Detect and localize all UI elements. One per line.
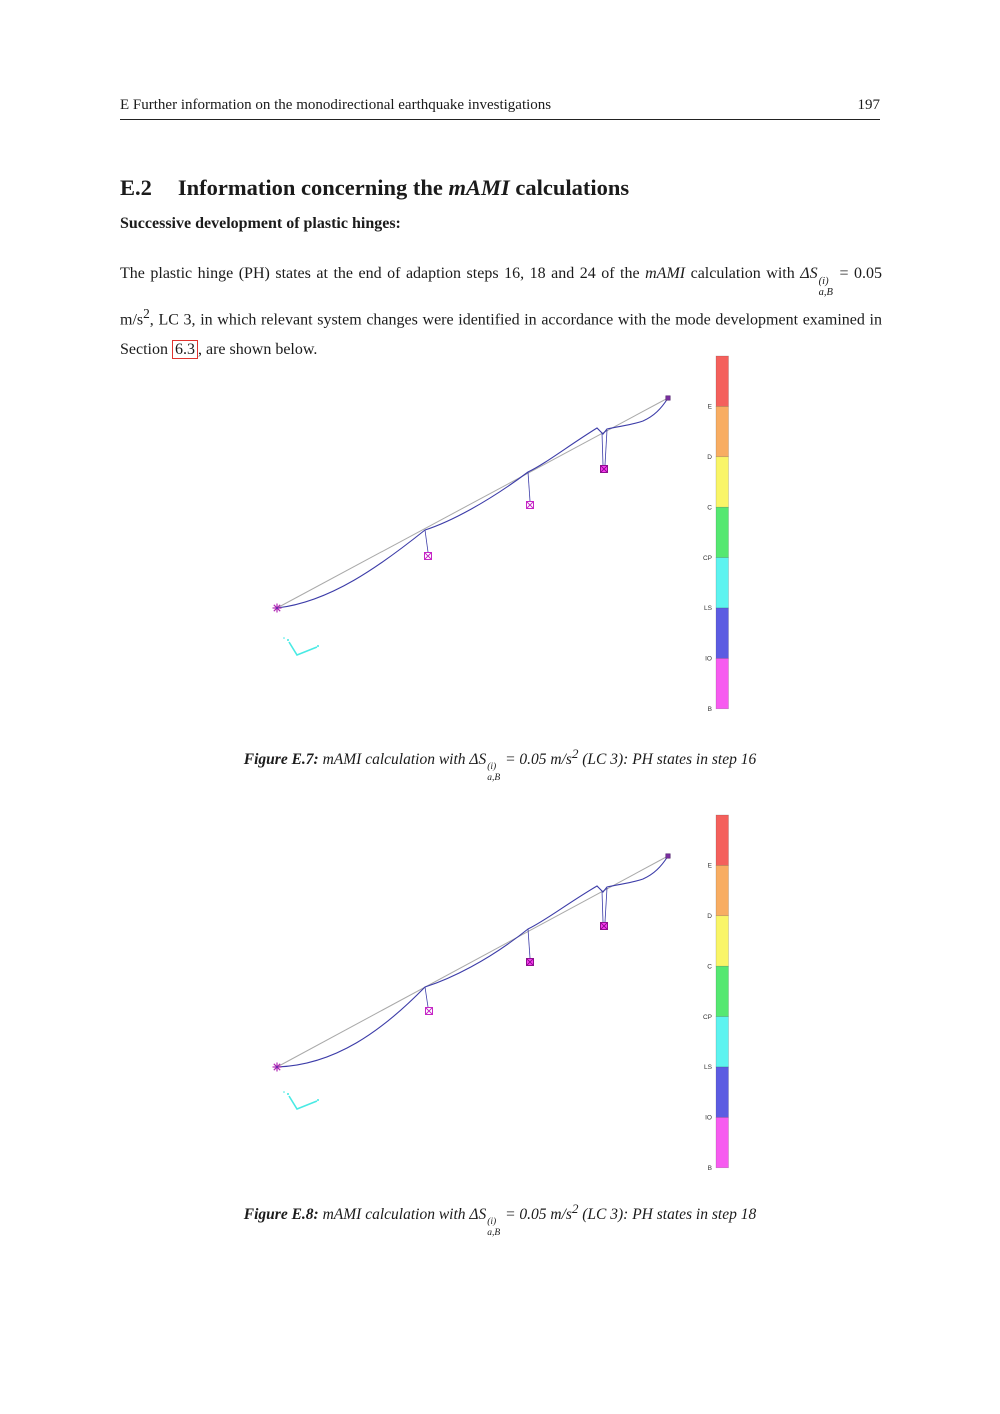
plastic-hinge-marker — [527, 959, 534, 966]
colorbar-segment — [716, 406, 729, 456]
performance-level-colorbar — [703, 356, 729, 713]
math-superscript: (i) — [487, 762, 497, 773]
coordinate-triad-icon — [283, 1091, 319, 1109]
hinge-link-line — [425, 530, 428, 552]
colorbar-segment — [716, 966, 729, 1016]
section-title-text-end: calculations — [509, 175, 630, 201]
plastic-hinge-marker — [601, 466, 608, 473]
math-delta-s: ΔS — [469, 751, 487, 769]
math-subscript: a,B — [487, 1227, 501, 1238]
math-squared: 2 — [143, 305, 150, 321]
hinge-link-line — [605, 430, 607, 465]
hinge-link-line — [602, 891, 603, 922]
bold-lead-line: Successive development of plastic hinges: — [120, 215, 401, 232]
hinge-link-line — [602, 433, 603, 465]
plastic-hinge-marker — [425, 553, 432, 560]
paragraph-text: , LC 3, in which relevant system changes were identified in accordance with the mode development examined in Section — [120, 311, 882, 359]
plastic-hinge-marker — [601, 923, 608, 930]
colorbar-label: IO — [705, 655, 712, 663]
colorbar-segment — [716, 1017, 729, 1067]
figure-e8-caption — [0, 1196, 1000, 1238]
hinge-link-line — [605, 888, 607, 922]
figure-e7-caption — [0, 741, 1000, 783]
colorbar-label: CP — [702, 1013, 712, 1021]
colorbar-segment — [716, 608, 729, 658]
colorbar-label: CP — [702, 554, 712, 562]
colorbar-segment — [716, 558, 729, 608]
mami-term: mAMI — [645, 265, 686, 282]
colorbar-segment — [716, 658, 729, 708]
colorbar-label: IO — [705, 1114, 712, 1122]
plastic-hinge-marker — [527, 502, 534, 509]
running-header — [120, 97, 880, 120]
figure-e8-plot — [240, 809, 740, 1189]
math-sup-sub — [819, 276, 833, 299]
paragraph-text: calculation with — [685, 265, 801, 282]
colorbar-segment — [716, 916, 729, 966]
hinge-link-line — [425, 987, 428, 1007]
paragraph-text: = 0.05 m/s — [120, 265, 882, 329]
section-number: E.2 — [120, 175, 152, 201]
paragraph-text: The plastic hinge (PH) states at the end of adaption steps 16, 18 and 24 of the — [120, 265, 646, 282]
caption-text: = 0.05 m/s — [501, 751, 572, 769]
support-node-marker — [273, 1063, 282, 1072]
running-header-text: E Further information on the monodirectional earthquake investigations — [120, 97, 552, 113]
colorbar-label: LS — [704, 1064, 712, 1072]
caption-text: (LC 3): PH states in step 16 — [578, 751, 757, 769]
colorbar-label: C — [707, 504, 712, 512]
undeformed-reference-line — [277, 856, 668, 1067]
caption-text: mAMI calculation with — [318, 1206, 470, 1224]
paragraph-text: , are shown below. — [198, 341, 318, 359]
math-delta-s: ΔS — [469, 1206, 487, 1224]
math-delta-s: ΔS — [800, 265, 818, 282]
math-squared: 2 — [571, 746, 579, 761]
colorbar-label: D — [707, 454, 712, 461]
section-title-text: Information concerning the — [177, 175, 449, 201]
caption-text: mAMI calculation with — [318, 751, 470, 769]
math-squared: 2 — [571, 1201, 579, 1216]
colorbar-segment — [716, 356, 729, 406]
top-node-marker — [666, 854, 670, 858]
page-number: 197 — [857, 97, 880, 113]
math-subscript: a,B — [818, 287, 833, 299]
colorbar-label: D — [707, 913, 712, 920]
math-subscript: a,B — [487, 772, 501, 783]
caption-label: Figure E.7: — [243, 751, 319, 769]
colorbar-segment — [716, 1067, 729, 1117]
colorbar-label: B — [707, 706, 712, 713]
hinge-link-line — [528, 929, 530, 958]
math-superscript: (i) — [818, 275, 829, 287]
colorbar-label: C — [707, 963, 712, 971]
colorbar-segment — [716, 507, 729, 557]
coordinate-triad-icon — [283, 637, 319, 655]
caption-label: Figure E.8: — [243, 1206, 319, 1224]
figure-e7-plot — [240, 350, 740, 730]
math-superscript: (i) — [487, 1217, 497, 1228]
section-heading — [120, 175, 629, 201]
section-title-math: mAMI — [448, 175, 510, 201]
colorbar-segment — [716, 815, 729, 865]
hinge-link-line — [528, 472, 530, 501]
colorbar-segment — [716, 865, 729, 915]
top-node-marker — [666, 396, 670, 400]
colorbar-segment — [716, 457, 729, 507]
section-ref-link[interactable]: 6.3 — [172, 340, 198, 359]
colorbar-label: LS — [704, 605, 712, 613]
performance-level-colorbar — [703, 815, 729, 1172]
caption-text: (LC 3): PH states in step 18 — [578, 1206, 757, 1224]
colorbar-label: B — [707, 1165, 712, 1172]
caption-text: = 0.05 m/s — [501, 1206, 572, 1224]
math-sup-sub — [487, 762, 500, 783]
colorbar-label: E — [707, 403, 712, 411]
math-sup-sub — [487, 1217, 500, 1238]
undeformed-reference-line — [277, 398, 668, 608]
support-node-marker — [273, 604, 282, 613]
colorbar-label: E — [707, 862, 712, 870]
colorbar-segment — [716, 1117, 729, 1167]
plastic-hinge-marker — [426, 1008, 433, 1015]
